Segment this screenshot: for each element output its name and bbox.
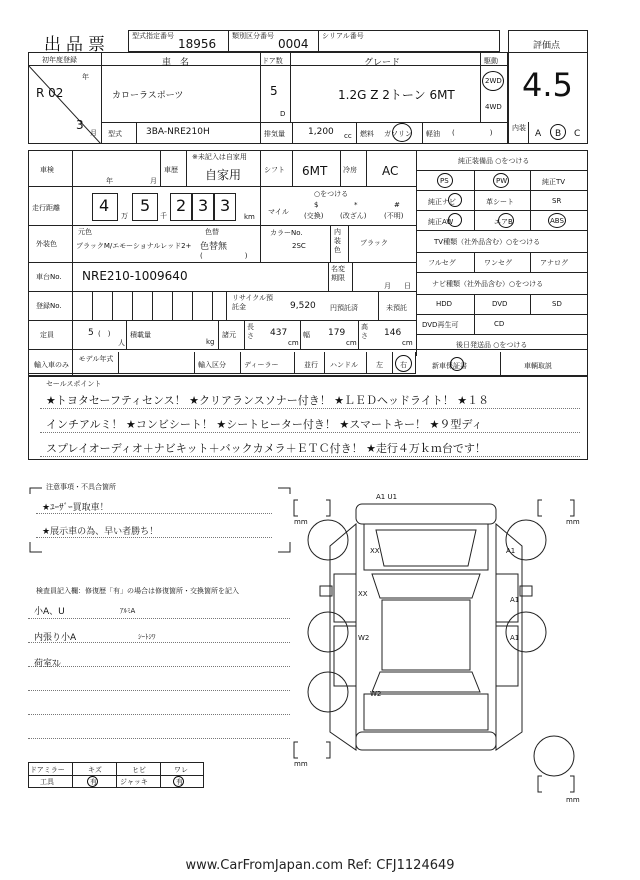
car-name: カローラスポーツ xyxy=(112,91,184,101)
interior-b: B xyxy=(555,129,562,139)
reg-label: 初年度登録 xyxy=(42,56,77,64)
capacity: 5 xyxy=(88,328,94,338)
color-no: 2SC xyxy=(292,242,306,250)
import-dealer: ディーラー xyxy=(244,361,279,369)
class-no: 0004 xyxy=(278,37,309,51)
tv-fullseg: フルセグ xyxy=(428,259,456,267)
equip-pw: PW xyxy=(496,177,508,185)
mileage-option-note: ○をつける xyxy=(314,190,349,198)
reg-month-unit: 月 xyxy=(90,129,97,137)
length-label: 長さ xyxy=(247,323,254,340)
tire-fl-mm: mm xyxy=(294,518,308,526)
sales-line-3: スプレイオーディオ＋ナビキット＋バックカメラ＋ＥＴＣ付き！ ★走行４万ｋｍ台です！ xyxy=(46,442,486,455)
reg-month: 3 xyxy=(76,118,84,132)
docs-title: 後日発送品 ○をつける xyxy=(456,341,528,349)
damage-front-bumper: A1 U1 xyxy=(376,493,398,501)
diesel-label: 軽油 xyxy=(426,130,440,138)
navi-hdd: HDD xyxy=(436,300,453,308)
damage-right-door: A1 xyxy=(510,596,520,604)
chassis-no: NRE210-1009640 xyxy=(82,269,188,283)
opt-dollar: $ xyxy=(314,201,319,209)
type-no: 18956 xyxy=(178,37,217,51)
equip-ps-circle xyxy=(437,173,453,188)
width: 179 xyxy=(328,328,346,338)
inspector-note-1a: 小A、U xyxy=(34,607,65,617)
shaken-label: 車検 xyxy=(40,166,54,174)
grade-label: グレード xyxy=(364,58,401,68)
tv-oneseg: ワンセグ xyxy=(484,259,512,267)
handle-right: 右 xyxy=(400,361,407,369)
fuel: ガソリン xyxy=(384,130,412,138)
width-unit: cm xyxy=(346,339,357,347)
sales-label: セールスポイント xyxy=(46,380,102,388)
equip-abs-circle xyxy=(548,213,566,228)
score-label: 評価点 xyxy=(533,41,561,51)
footer-ref: www.CarFromJapan.com Ref: CFJ1124649 xyxy=(185,858,455,873)
bt-break: ワレ xyxy=(174,766,188,774)
capacity-unit: 人 xyxy=(118,339,125,347)
bt-tools: 工具 xyxy=(40,778,54,786)
chassis-label: 車台No. xyxy=(36,273,62,281)
opt-star: * xyxy=(354,201,358,209)
bt-scratch: キズ xyxy=(88,766,102,774)
bt-jack: ジャッキ xyxy=(120,778,148,786)
length-unit: cm xyxy=(288,339,299,347)
recycle-fee: 9,520 xyxy=(290,301,316,311)
note-line-2: ★展示車の為、早い者勝ち！ xyxy=(42,527,159,537)
reg-no-label: 登録No. xyxy=(36,302,62,310)
drive-4wd: 4WD xyxy=(485,103,502,111)
width-label: 幅 xyxy=(303,331,310,339)
height-unit: cm xyxy=(402,339,413,347)
import-type-label: 輸入区分 xyxy=(198,361,226,369)
opt-hash: # xyxy=(394,201,400,209)
mileage-man: 万 xyxy=(121,212,128,220)
handle-left: 左 xyxy=(376,361,383,369)
damage-front-right: A1 xyxy=(506,547,516,555)
import-label: 輸入車のみ xyxy=(34,361,69,369)
model-label: 型式 xyxy=(108,130,122,138)
handle-right-circle xyxy=(395,355,412,372)
navi-title: ナビ種類（社外品含む）○をつける xyxy=(432,280,544,288)
displacement-unit: cc xyxy=(344,132,352,140)
name-change-label: 名変期限 xyxy=(331,265,345,282)
interior-label: 内装 xyxy=(512,124,526,132)
inspector-note-1b: ｱﾙﾐA xyxy=(120,607,136,615)
car-diagram xyxy=(290,486,590,806)
tv-title: TV種類（社外品含む）○をつける xyxy=(434,238,541,246)
drive-2wd-circle xyxy=(482,71,504,91)
class-no-label: 類別区分番号 xyxy=(232,32,274,40)
model-year-label: モデル年式 xyxy=(78,355,114,363)
load-unit: kg xyxy=(206,338,215,346)
notes-bracket xyxy=(28,486,292,556)
interior-b-circle xyxy=(550,124,566,140)
doc-manual: 車輌取説 xyxy=(524,362,552,370)
equip-airbag-circle xyxy=(498,213,514,228)
page-title: 出品票 xyxy=(44,35,110,55)
bt-tools-circle xyxy=(87,776,98,787)
sales-line-2: インチアルミ！ ★コンビシート！ ★シートヒーター付き！ ★スマートキー！ ★９型ディ xyxy=(46,418,483,431)
mileage-digit-2: 5 xyxy=(140,196,151,215)
damage-right-rear: A1 xyxy=(510,634,520,642)
tire-spare-mm: mm xyxy=(566,796,580,804)
mileage-label: 走行距離 xyxy=(32,204,60,212)
mile-label: マイル xyxy=(268,208,289,216)
bt-crack: ヒビ xyxy=(132,766,146,774)
navi-dvd-play: DVD再生可 xyxy=(422,321,459,329)
bt-mirror: ドアミラー xyxy=(30,766,65,774)
equip-aw: 純正AW xyxy=(428,218,454,226)
tv-analog: アナログ xyxy=(540,259,568,267)
car-name-label: 車 名 xyxy=(162,58,190,68)
reg-year: R 02 xyxy=(36,86,64,100)
interior-c: C xyxy=(574,129,581,139)
drive-2wd: 2WD xyxy=(485,77,502,85)
score-value: 4.5 xyxy=(522,66,573,104)
sales-line-1: ★トヨタセーフティセンス！ ★クリアランスソナー付き！ ★ＬＥＤヘッドライト！ ★１８ xyxy=(46,394,490,407)
history-label: 車歴 xyxy=(164,166,178,174)
name-change-month: 月 xyxy=(384,282,391,290)
int-color-label: 内装色 xyxy=(334,228,341,254)
shift: 6MT xyxy=(302,164,328,178)
equip-aw-circle xyxy=(448,213,462,227)
fuel-label: 燃料 xyxy=(360,130,374,138)
load-label: 積載量 xyxy=(130,331,151,339)
ac: AC xyxy=(382,164,399,178)
opt-star-text: (改ざん) xyxy=(340,212,367,220)
inspector-note-2b: ｼｰﾄｼﾜ xyxy=(138,633,156,641)
damage-left-door: XX xyxy=(358,590,368,598)
tire-fr-mm: mm xyxy=(566,518,580,526)
type-no-label: 型式指定番号 xyxy=(132,32,174,40)
recycle-label: リサイクル預託金 xyxy=(232,294,274,311)
bt-jack-value: 有 xyxy=(176,778,183,786)
damage-front-left: XX xyxy=(370,547,380,555)
doc-warranty: 新車保証書 xyxy=(432,362,467,370)
doc-warranty-circle xyxy=(450,357,464,371)
opt-dollar-text: (交換) xyxy=(304,212,324,220)
bt-jack-circle xyxy=(173,776,184,787)
grade: 1.2G Z 2トーン 6MT xyxy=(338,88,455,102)
fuel-circle xyxy=(392,123,412,142)
color-change: 色替無 xyxy=(200,242,228,252)
mileage-km: km xyxy=(244,213,255,221)
handle-label: ハンドル xyxy=(330,361,358,369)
doors: 5 xyxy=(270,84,278,98)
capacity-label: 定員 xyxy=(40,331,54,339)
opt-hash-text: (不明) xyxy=(384,212,404,220)
navi-sd: SD xyxy=(552,300,562,308)
equip-pw-circle xyxy=(493,173,509,188)
recycle-unpaid: 未預託 xyxy=(386,304,407,312)
history: 自家用 xyxy=(205,168,242,182)
equip-ps: PS xyxy=(440,177,449,185)
shift-label: シフト xyxy=(264,166,285,174)
mileage-digit-5: 3 xyxy=(220,196,231,215)
height-label: 高さ xyxy=(361,323,368,340)
mileage-digit-1: 4 xyxy=(99,196,110,215)
import-parallel: 並行 xyxy=(304,361,318,369)
door-type: D xyxy=(280,110,286,118)
inspector-label: 検査員記入欄：修復歴「有」の場合は修復箇所・交換箇所を記入 xyxy=(36,587,239,595)
equip-navi-circle xyxy=(448,193,462,207)
history-note: ※未記入は自家用 xyxy=(192,153,247,161)
int-color: ブラック xyxy=(360,239,388,247)
equip-abs: ABS xyxy=(550,217,564,225)
color-change-label: 色替 xyxy=(205,228,219,236)
damage-left-rear-door: W2 xyxy=(358,634,370,642)
equip-navi: 純正ナビ xyxy=(428,198,456,206)
serial-label: シリアル番号 xyxy=(322,32,364,40)
equip-leather: 革シート xyxy=(486,198,514,206)
interior-a: A xyxy=(535,129,542,139)
drive-label: 駆動 xyxy=(484,57,498,65)
tire-rl-mm: mm xyxy=(294,760,308,768)
size-label: 諸元 xyxy=(222,331,236,339)
doors-label: ドア数 xyxy=(262,57,283,65)
shaken-month-unit: 月 xyxy=(150,177,157,185)
mileage-sen: 千 xyxy=(160,212,167,220)
note-line-1: ★ﾕｰｻﾞｰ買取車！ xyxy=(42,503,109,513)
displacement-label: 排気量 xyxy=(264,130,285,138)
mileage-digit-3: 2 xyxy=(176,196,187,215)
bt-tools-value: 有 xyxy=(90,778,97,786)
displacement: 1,200 xyxy=(308,127,334,137)
orig-color-label: 元色 xyxy=(78,228,92,236)
reg-year-unit: 年 xyxy=(82,73,89,81)
equip-sr: SR xyxy=(552,197,562,205)
inspector-note-3a: 荷室ｽﾚ xyxy=(34,659,62,669)
equipment-title: 純正装備品 ○をつける xyxy=(458,157,530,165)
shaken-year-unit: 年 xyxy=(106,177,113,185)
recycle-unit: 円預託済 xyxy=(330,304,358,312)
navi-cd: CD xyxy=(494,320,505,328)
height: 146 xyxy=(384,328,402,338)
navi-dvd: DVD xyxy=(492,300,508,308)
mileage-digit-4: 3 xyxy=(198,196,209,215)
inspector-note-2a: 内張り小A xyxy=(34,633,77,643)
equip-airbag: エアB xyxy=(494,218,513,226)
color-no-label: カラーNo. xyxy=(270,229,303,237)
ext-color: ブラックM/エモーショナルレッド2+ xyxy=(76,242,192,250)
equip-tv: 純正TV xyxy=(542,178,566,186)
model: 3BA-NRE210H xyxy=(146,127,210,137)
damage-left-rear: W2 xyxy=(370,690,382,698)
notes-label: 注意事項・不具合箇所 xyxy=(46,483,116,491)
ext-color-label: 外装色 xyxy=(36,240,57,248)
ac-label: 冷房 xyxy=(343,166,357,174)
length: 437 xyxy=(270,328,288,338)
